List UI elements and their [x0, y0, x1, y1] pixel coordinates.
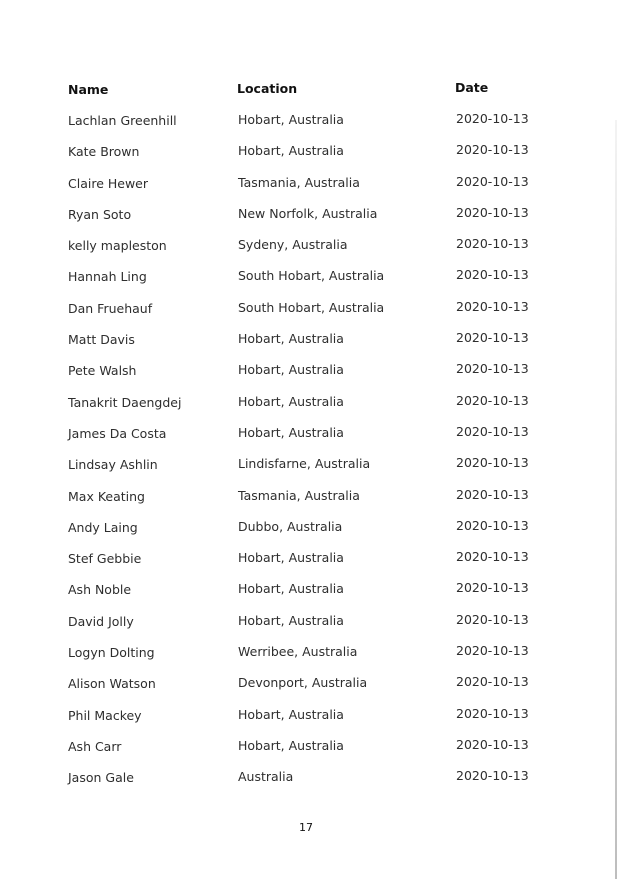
cell-name: Logyn Dolting — [68, 645, 155, 661]
table-row — [0, 453, 622, 484]
table-row — [0, 109, 622, 140]
cell-date: 2020-10-13 — [456, 423, 529, 439]
cell-date: 2020-10-13 — [456, 736, 529, 752]
cell-name: James Da Costa — [68, 425, 167, 441]
cell-date: 2020-10-13 — [456, 204, 529, 220]
table-row — [0, 610, 622, 641]
cell-location: Tasmania, Australia — [238, 487, 360, 503]
cell-name: Max Keating — [68, 488, 145, 504]
cell-location: Hobart, Australia — [238, 612, 344, 628]
header-name: Name — [68, 82, 109, 97]
cell-location: Hobart, Australia — [238, 331, 344, 347]
cell-location: Hobart, Australia — [238, 362, 344, 378]
cell-location: Hobart, Australia — [238, 737, 344, 753]
cell-location: Hobart, Australia — [238, 112, 344, 127]
cell-date: 2020-10-13 — [456, 236, 529, 252]
cell-name: Alison Watson — [68, 676, 156, 692]
cell-location: Werribee, Australia — [238, 644, 358, 660]
cell-name: Pete Walsh — [68, 363, 137, 379]
cell-date: 2020-10-13 — [456, 549, 529, 565]
table-row — [0, 422, 622, 453]
table-row — [0, 328, 622, 359]
cell-date: 2020-10-13 — [456, 705, 529, 721]
table-row — [0, 578, 622, 609]
cell-location: Hobart, Australia — [238, 706, 344, 722]
cell-date: 2020-10-13 — [456, 392, 529, 408]
table-row — [0, 641, 622, 672]
table-row — [0, 234, 622, 265]
cell-location: Hobart, Australia — [238, 393, 344, 409]
cell-name: Hannah Ling — [68, 269, 147, 285]
header-date: Date — [455, 80, 489, 95]
cell-name: Andy Laing — [68, 519, 138, 535]
table-row — [0, 203, 622, 234]
cell-date: 2020-10-13 — [456, 111, 529, 126]
table-row — [0, 172, 622, 203]
cell-location: Hobart, Australia — [238, 550, 344, 566]
table-row — [0, 297, 622, 328]
cell-location: Lindisfarne, Australia — [238, 456, 371, 472]
cell-name: Jason Gale — [68, 770, 134, 786]
table-row — [0, 391, 622, 422]
cell-date: 2020-10-13 — [456, 611, 529, 627]
page-number: 17 — [299, 821, 313, 834]
table-row — [0, 140, 622, 171]
table-row — [0, 547, 622, 578]
cell-name: Matt Davis — [68, 332, 135, 348]
cell-name: Lachlan Greenhill — [68, 113, 177, 128]
table-row — [0, 265, 622, 296]
table-row — [0, 672, 622, 703]
cell-name: Phil Mackey — [68, 707, 142, 723]
cell-name: Stef Gebbie — [68, 551, 142, 567]
cell-name: Ryan Soto — [68, 206, 132, 222]
table-row — [0, 704, 622, 735]
cell-location: Tasmania, Australia — [238, 174, 360, 190]
table-body — [0, 109, 622, 798]
table-row — [0, 485, 622, 516]
table-row — [0, 359, 622, 390]
table-row — [0, 735, 622, 766]
cell-name: Ash Noble — [68, 582, 132, 598]
cell-date: 2020-10-13 — [456, 580, 529, 596]
cell-location: New Norfolk, Australia — [238, 205, 378, 221]
cell-date: 2020-10-13 — [456, 768, 529, 784]
cell-date: 2020-10-13 — [456, 517, 529, 533]
cell-name: Claire Hewer — [68, 175, 149, 191]
cell-date: 2020-10-13 — [456, 486, 529, 502]
cell-name: Kate Brown — [68, 144, 140, 160]
cell-date: 2020-10-13 — [456, 643, 529, 659]
table-row — [0, 766, 622, 797]
cell-location: Australia — [238, 769, 294, 785]
cell-location: Devonport, Australia — [238, 675, 368, 691]
header-location: Location — [237, 81, 298, 96]
cell-location: South Hobart, Australia — [238, 268, 385, 284]
cell-name: kelly mapleston — [68, 238, 167, 254]
cell-date: 2020-10-13 — [456, 173, 529, 189]
cell-date: 2020-10-13 — [456, 142, 529, 158]
table-row — [0, 516, 622, 547]
cell-name: Dan Fruehauf — [68, 300, 153, 316]
cell-name: Ash Carr — [68, 738, 122, 754]
cell-location: Hobart, Australia — [238, 143, 344, 159]
cell-name: Tanakrit Daengdej — [68, 394, 182, 410]
table-header — [0, 78, 622, 100]
cell-name: David Jolly — [68, 613, 134, 629]
cell-location: Hobart, Australia — [238, 581, 344, 597]
cell-date: 2020-10-13 — [456, 455, 529, 471]
cell-location: South Hobart, Australia — [238, 299, 385, 315]
cell-date: 2020-10-13 — [456, 330, 529, 346]
cell-date: 2020-10-13 — [456, 674, 529, 690]
cell-location: Sydeny, Australia — [238, 237, 348, 253]
cell-date: 2020-10-13 — [456, 298, 529, 314]
cell-name: Lindsay Ashlin — [68, 457, 158, 473]
cell-location: Hobart, Australia — [238, 424, 344, 440]
cell-date: 2020-10-13 — [456, 361, 529, 377]
cell-date: 2020-10-13 — [456, 267, 529, 283]
cell-location: Dubbo, Australia — [238, 518, 343, 534]
